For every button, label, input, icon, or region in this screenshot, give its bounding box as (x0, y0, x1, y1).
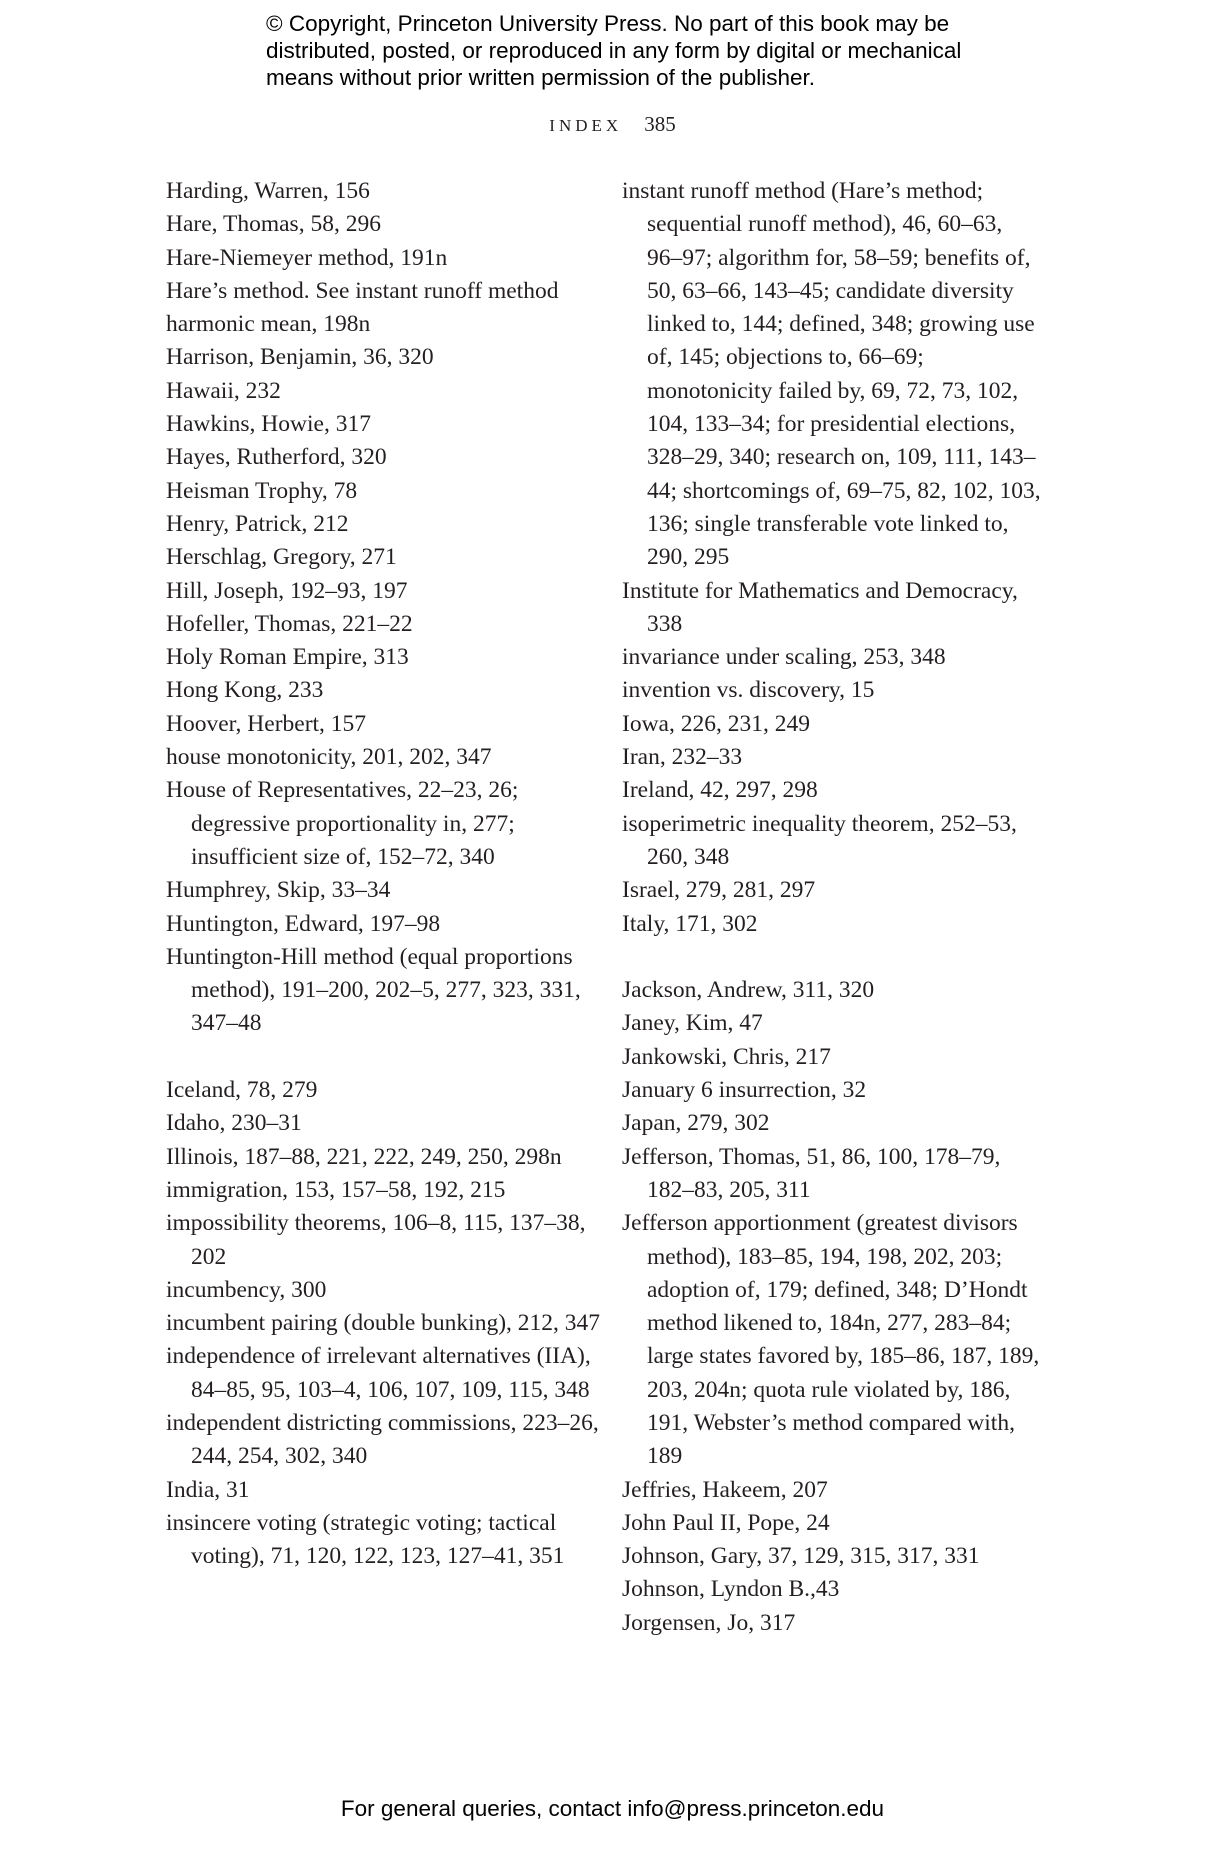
index-entry: Hare, Thomas, 58, 296 (166, 211, 381, 238)
letter-group-gap (622, 941, 1042, 974)
index-entry: invention vs. discovery, 15 (622, 677, 875, 704)
index-entry: Jackson, Andrew, 311, 320 (622, 977, 875, 1004)
index-entry: instant runoff method (Hare’s method; sequential runoff method), 46, 60–63, 96–97; algorithm for, 58–59; benefits of, 50, 63–66, 143–45; candidate diversity linked to, 144; defined, 348; growing use of, 145; objections to, 66–69; monotonicity failed by, 69, 72, 73, 102, 104, 133–34; for presidential elections, 328–29, 340; research on, 109, 111, 143–44; shortcomings of, 69–75, 82, 102, 103, 136; single transferable vote linked to, 290, 295 (622, 178, 1041, 571)
index-entry: Jeffries, Hakeem, 207 (622, 1476, 828, 1503)
index-entry: Illinois, 187–88, 221, 222, 249, 250, 298n (166, 1143, 562, 1170)
index-entry: incumbent pairing (double bunking), 212, 347 (166, 1310, 601, 1337)
index-column-left (166, 175, 606, 1573)
index-entry: Hong Kong, 233 (166, 677, 324, 704)
index-entry: Harding, Warren, 156 (166, 178, 370, 204)
index-entry: Hawaii, 232 (166, 377, 281, 404)
index-entry: Ireland, 42, 297, 298 (622, 777, 818, 804)
index-entry: Johnson, Lyndon B.,43 (622, 1576, 840, 1603)
letter-group-gap (166, 1041, 606, 1074)
footer-contact: For general queries, contact info@press.princeton.edu (340, 1796, 885, 1821)
index-entry: Holy Roman Empire, 313 (166, 644, 409, 671)
index-entry: Herschlag, Gregory, 271 (166, 544, 397, 571)
index-entry: Jorgensen, Jo, 317 (622, 1609, 796, 1636)
index-entry: independent districting commissions, 223–26, 244, 254, 302, 340 (166, 1409, 599, 1470)
index-entry: Idaho, 230–31 (166, 1110, 302, 1137)
index-column-right (622, 175, 1042, 1640)
index-entry: Huntington, Edward, 197–98 (166, 910, 441, 937)
index-entry: Japan, 279, 302 (622, 1110, 770, 1137)
index-entry: Israel, 279, 281, 297 (622, 877, 816, 904)
index-entry: independence of irrelevant alternatives (IIA), 84–85, 95, 103–4, 106, 107, 109, 115, 348 (166, 1343, 591, 1403)
index-entry: Harrison, Benjamin, 36, 320 (166, 344, 434, 371)
index-entry: harmonic mean, 198n (166, 311, 371, 338)
page-number: 385 (644, 112, 676, 136)
index-entry: insincere voting (strategic voting; tactical voting), 71, 120, 122, 123, 127–41, 351 (166, 1509, 565, 1570)
index-entry: Hawkins, Howie, 317 (166, 411, 371, 438)
index-entry: impossibility theorems, 106–8, 115, 137–38, 202 (166, 1210, 586, 1270)
index-entry: India, 31 (166, 1476, 250, 1503)
index-entry: Hill, Joseph, 192–93, 197 (166, 577, 408, 604)
index-entry: Iceland, 78, 279 (166, 1077, 318, 1104)
index-entry: house monotonicity, 201, 202, 347 (166, 744, 492, 771)
index-entry: Heisman Trophy, 78 (166, 477, 358, 504)
index-entry: House of Representatives, 22–23, 26; degressive proportionality in, 277; insufficient size of, 152–72, 340 (166, 777, 519, 870)
index-entry: Humphrey, Skip, 33–34 (166, 877, 391, 904)
index-entry: isoperimetric inequality theorem, 252–53, 260, 348 (622, 810, 1017, 870)
index-entry: Institute for Mathematics and Democracy, 338 (622, 577, 1018, 637)
index-entry: invariance under scaling, 253, 348 (622, 644, 946, 671)
index-entry: immigration, 153, 157–58, 192, 215 (166, 1176, 506, 1203)
index-entry: Hare-Niemeyer method, 191n (166, 244, 448, 271)
index-entry: Hare’s method. See instant runoff method (166, 277, 559, 304)
index-entry: Hofeller, Thomas, 221–22 (166, 610, 413, 637)
index-entry: Iowa, 226, 231, 249 (622, 710, 810, 737)
index-entry: Janey, Kim, 47 (622, 1010, 763, 1037)
index-entry: Jankowski, Chris, 217 (622, 1043, 831, 1070)
index-entry: Jefferson apportionment (greatest divisors method), 183–85, 194, 198, 202, 203; adoption of, 179; defined, 348; D’Hondt method likened to, 184n, 277, 283–84; large states favored by, 185–86, 187, 189, 203, 204n; quota rule violated by, 186, 191, Webster’s method compared with, 189 (622, 1210, 1040, 1470)
index-entry: Hoover, Herbert, 157 (166, 710, 367, 737)
index-entry: Jefferson, Thomas, 51, 86, 100, 178–79, 182–83, 205, 311 (622, 1143, 1001, 1203)
index-entry: Johnson, Gary, 37, 129, 315, 317, 331 (622, 1543, 980, 1570)
running-head-label: INDEX (549, 116, 623, 135)
index-entry: Italy, 171, 302 (622, 910, 758, 937)
running-head (0, 112, 1225, 137)
index-entry: John Paul II, Pope, 24 (622, 1509, 830, 1536)
index-entry: Hayes, Rutherford, 320 (166, 444, 387, 471)
index-entry: Iran, 232–33 (622, 744, 743, 771)
copyright-notice: © Copyright, Princeton University Press. No part of this book may be distributed, posted, or reproduced in any form by digital or mechanical means without prior written permission of the publisher. (266, 11, 962, 90)
index-entry: January 6 insurrection, 32 (622, 1077, 867, 1104)
index-entry: Henry, Patrick, 212 (166, 510, 349, 537)
index-entry: Huntington-Hill method (equal proportions method), 191–200, 202–5, 277, 323, 331, 347–48 (166, 943, 581, 1037)
index-entry: incumbency, 300 (166, 1276, 327, 1303)
